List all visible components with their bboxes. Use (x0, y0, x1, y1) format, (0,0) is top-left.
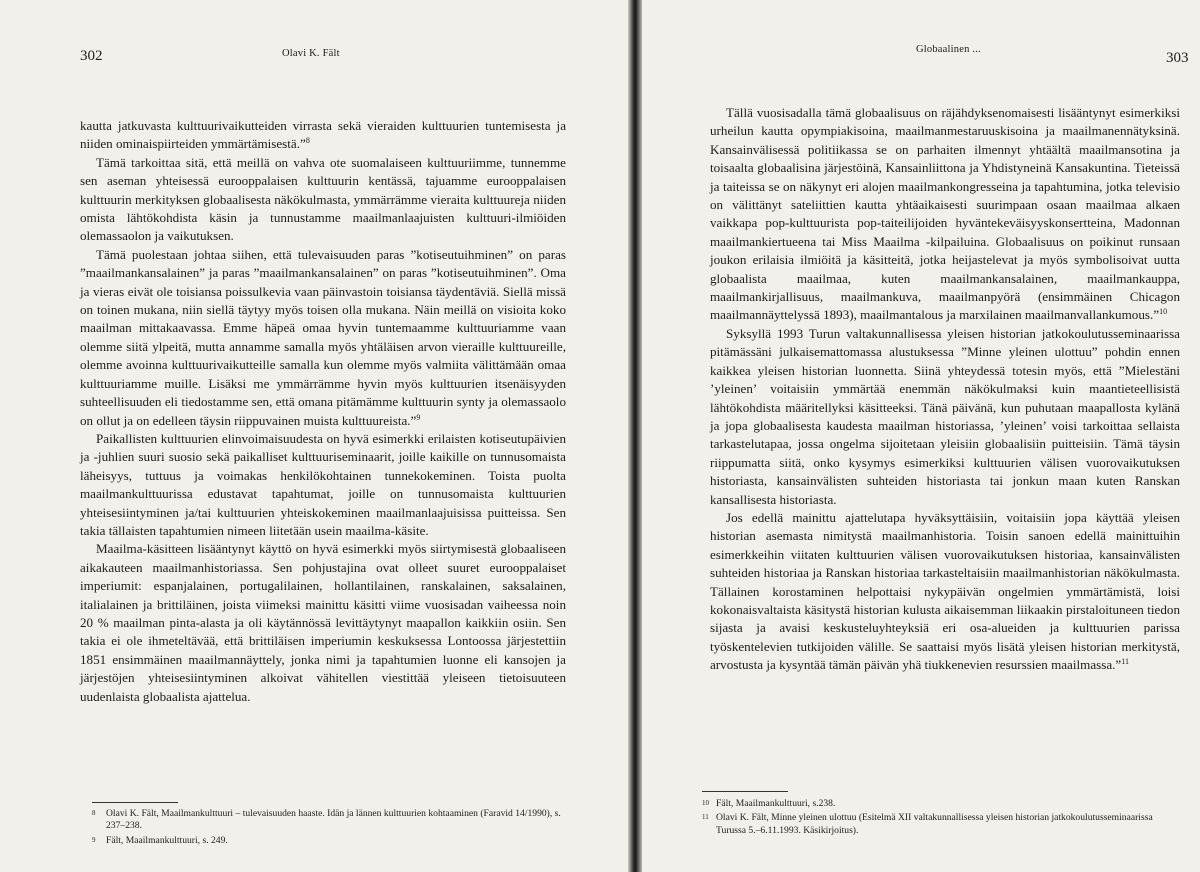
running-head: Globaalinen ... (916, 44, 981, 55)
footnote-mark: 10 (702, 799, 709, 807)
paragraph: Syksyllä 1993 Turun valtakunnallisessa yleisen historian jatkokoulutusseminaarissa pitämässäni julkaisemattomassa alustuksessa ”Minne yleinen ulottuu” pohdin ennen kaikkea yleisen historian luonnetta. Siinä yhteydessä totesin myös, että ”Mielestäni ’yleinen’ voitaisiin ymmärtää enemmän näkökulmaksi kuin maantieteellisistä lähtökohdista määritellyksi käsitteeksi. Tänä päivänä, kun puhutaan maapallosta kylänä ja jopa globaalisesta kaudesta maailman historiassa, ’yleinen’ voisi tarkoittaa sellaista tarkastelutapaa, jossa ongelma sijoitetaan yleisiin globaalisiin puitteisiin. Tämä täysin riippumatta siitä, onko kysymys esimerkiksi kulttuurien välisen vuorovaikutuksen historiasta, kansainvälisten suhteiden historiasta tai jonkun maan kuten Ranskan kansallisesta historiasta. (710, 325, 1180, 507)
footnote-rule (702, 791, 788, 792)
footnotes (88, 808, 564, 849)
page-number: 303 (1166, 50, 1189, 66)
footnote (698, 812, 1176, 837)
book-gutter (628, 0, 642, 872)
paragraph: Tämä tarkoittaa sitä, että meillä on vahva ote suomalaiseen kulttuuriimme, tunnemme sen aseman yhteisessä eurooppalaisen kulttuurin kentässä, tajuamme eurooppalaisen kulttuurin merkityksen globaalisesta näkökulmasta, ymmärrämme vieraita kulttuureja niiden omista lähtökohdista käsin ja tunnustamme maailmanlaajuisten kulttuuri-ilmiöiden olemassaolon ja vaikutuksen. (80, 154, 566, 244)
footnote-rule (92, 802, 178, 803)
footnote (88, 808, 564, 833)
running-head: Olavi K. Fält (282, 48, 340, 59)
footnote (88, 835, 564, 847)
footnote-reference: 8 (305, 136, 310, 146)
footnote-text: Fält, Maailmankulttuuri, s.238. (716, 798, 836, 809)
footnote-reference: 10 (1159, 307, 1168, 317)
paragraph: Maailma-käsitteen lisääntynyt käyttö on hyvä esimerkki myös siirtymisestä globaaliseen aikakauteen maailmanhistoriassa. Sen pohjustajina ovat olleet suuret eurooppalaiset imperiumit: espanjalainen, portugalilainen, hollantilainen, ranskalainen, saksalainen, italialainen ja brittiläinen, joista viimeksi mainittu käsitti viime vuosisadan vaiheessa noin 20 % maailman pinta-alasta ja oli käytännössä levittäytynyt maapallon kaikkiin osiin. Sen takia ei ole ihmeteltävää, että brittiläisen imperiumin keskuksessa Lontoossa järjestettiin 1851 ensimmäinen maailmannäyttely, jonka nimi ja tapahtumien luonne eli kansojen ja järjestöjen yhteisesiintyminen alkoivat vähitellen viestittää yleiseen tietoisuuteen uudenlaista globaalista ajattelua. (80, 541, 566, 704)
footnote (698, 798, 1176, 810)
footnote-text: Olavi K. Fält, Maailmankulttuuri – tulevaisuuden haaste. Idän ja lännen kulttuurien kohtaaminen (Faravid 14/1990), s. 237–238. (106, 808, 561, 832)
paragraph: Tämä puolestaan johtaa siihen, että tulevaisuuden paras ”kotiseutuihminen” on paras ”maailmankansalainen” ja paras ”maailmankansalainen” on paras ”kotiseutuihminen”. Oma ja vieras eivät ole toisiansa poissulkevia vaan päinvastoin toisiansa täydentäviä. Siellä missä on toinen mukana, niin siellä täytyy myös toisen olla mukana. Näin meillä on visioita koko maailman mittakaavassa. Emme häpeä omaa hyvin tuntemaamme kulttuuriamme vaan olemme siitä ylpeitä, mutta annamme samalla myös yhtäläisen arvon vieraille kulttuureille, olemme avoinna kulttuurivaikutteille samalla kun olemme myös valmiita välittämään omaa kulttuuriamme muille. Lisäksi me ymmärrämme hyvin myös kulttuurien itsenäisyyden suhteellisuuden eli tiedostamme sen, että omana pitämämme kulttuurin synty ja olemassaolo on ollut ja on edelleen täysin riippuvainen muista kulttuureista.”$^9$ (80, 246, 566, 428)
body-text (710, 104, 1180, 675)
paragraph: Jos edellä mainittu ajattelutapa hyväksyttäisiin, voitaisiin jopa käyttää yleisen historian asemasta nimitystä maailmanhistoria. Toisin sanoen edellä mainittuihin esimerkkeihin viitaten kulttuurien välisen vuorovaikutuksen historiaa, kansainvälisten suhteiden historiaa ja Ranskan historiaa tarkasteltaisiin maailmanhistorian näkökulmasta. Tällainen korostaminen helpottaisi nykypäivän ongelmien ymmärtämistä, loisi kokonaisvaltaista käsitystä historian kulusta aikaisemman liikaakin pirstaloituneen tiedon sijasta ja avaisi keskusteluyhteyksiä eri osa-alueiden ja kulttuurien parissa työskentelevien tutkijoiden välille. Se saattaisi myös lisätä yleisen historian merkitystä, arvostusta ja kysyntää tämän päivän yhä tiukkenevien resurssien maailmassa.”$^{11}$ (710, 509, 1180, 673)
footnote-text: Fält, Maailmankulttuuri, s. 249. (106, 834, 228, 846)
body-text (80, 117, 566, 706)
footnote-reference: 9 (416, 412, 421, 422)
footnotes (698, 798, 1176, 839)
footnote-text: Olavi K. Fält, Minne yleinen ulottuu (Esitelmä XII valtakunnallisessa yleisen historian jatkokoulutusseminaarissa Turussa 5.–6.11.1993. Käsikirjoitus). (716, 812, 1153, 836)
footnote-mark: 8 (92, 809, 96, 817)
footnote-mark: 11 (702, 813, 709, 822)
paragraph: kautta jatkuvasta kulttuurivaikutteiden virrasta sekä vieraiden kulttuurien tuntemisesta ja niiden ominaispiirteiden ymmärtämisestä.”$^8$ (80, 118, 566, 152)
footnote-mark: 9 (92, 835, 96, 844)
paragraph: Tällä vuosisadalla tämä globaalisuus on räjähdyksenomaisesti lisääntynyt esimerkiksi urheilun kautta opympiakisoina, maailmanmestaruuskisoina ja maailmanennätyksinä. Kansainvälisessä politiikassa se on parhaiten ilmennyt yhtäältä maailmansotina ja toisaalta globaalisina järjestöinä, Kansainliittona ja Yhdistyneinä Kansakuntina. Tieteissä ja taiteissa se on näkynyt eri alojen maailmankongresseina ja tapahtumina, jotka televisio on välittänyt sateliittien kautta yhtäaikaisesti suurimpaan osaan maailmaa alkaen vaikkapa pop-kulttuurista pop-taiteilijoiden hyväntekeväisyyskonsertteina, Madonnan maailmankiertueena tai Miss Maailma -kilpailuina. Globaalisuus on poikinut runsaan joukon erilaisia ilmiöitä ja käsitteitä, jotka heijastelevat ja myös symbolisoivat uutta globaalista maailmaa, kuten maailmankansalainen, maailmankauppa, maailmankirjallisuus, maailmankuva, maailmanpyörä (ensimmäinen Chicagon maailmannäyttelyssä 1893), maailmantalous ja marxilainen maailmanvallankumous.”$^{10}$ (710, 105, 1180, 323)
paragraph: Paikallisten kulttuurien elinvoimaisuudesta on hyvä esimerkki erilaisten kotiseutupäivien ja -juhlien suuri suosio sekä paikalliset kulttuuriseminaarit, joille kaikille on tunnusomaista läheisyys, tuttuus ja voimakas henkilökohtainen tunnekokeminen. Toista puolta maailmankulttuurissa edustavat tapahtumat, joille on tunnusomaista kulttuurien yhteisesiintyminen ja/tai kulttuurien yhteiskokeminen maailmanlaajuisissa puitteissa. Sen takia tällaisten tapahtumien nimeen liitetään usein maailma-käsite. (80, 430, 566, 538)
page-number: 302 (80, 48, 103, 64)
right-page (642, 0, 1200, 872)
footnote-reference: 11 (1121, 657, 1129, 667)
